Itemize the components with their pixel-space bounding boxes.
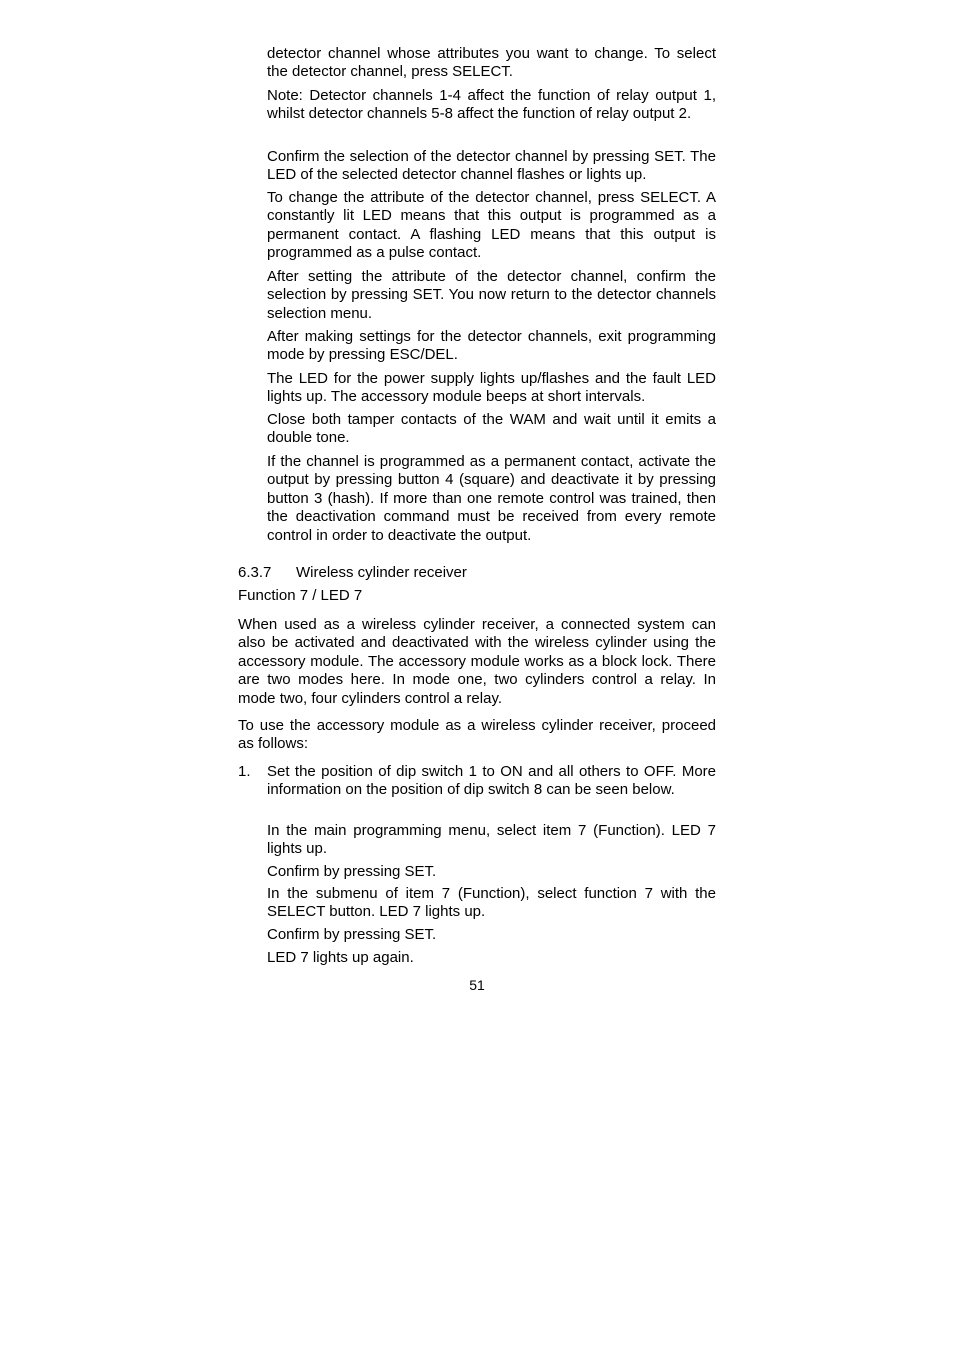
section-title: Wireless cylinder receiver [296,564,467,581]
step-text: detector channel whose attributes you want to change. To select the detector channel, press SELECT. [267,45,716,81]
function-line: Function 7 / LED 7 [238,587,363,604]
page-number: 51 [469,977,485,993]
step-text: Close both tamper contacts of the WAM and wait until it emits a double tone. [267,411,716,447]
step-text: Set the position of dip switch 1 to ON and all others to OFF. More information on the position of dip switch 8 can be seen below. [267,763,716,799]
section-intro: When used as a wireless cylinder receiver, a connected system can also be activated and deactivated with the wireless cylinder using the accessory module. The accessory module works as a block lock. There are two modes here. In mode one, two cylinders control a relay. In mode two, four cylinders control a relay. [238,616,716,707]
step-text: If the channel is programmed as a permanent contact, activate the output by pressing button 4 (square) and deactivate it by pressing button 3 (hash). If more than one remote control was trained, then the deactivation command must be received from every remote control in order to deactivate the output. [267,453,716,544]
step-text: The LED for the power supply lights up/flashes and the fault LED lights up. The accessory module beeps at short intervals. [267,370,716,406]
step-text: In the main programming menu, select item 7 (Function). LED 7 lights up. [267,822,716,858]
note-text: Note: Detector channels 1-4 affect the function of relay output 1, whilst detector channels 5-8 affect the function of relay output 2. [267,87,716,123]
step-text: After making settings for the detector channels, exit programming mode by pressing ESC/DEL. [267,328,716,364]
step-text: Confirm by pressing SET. [267,926,437,943]
step-text: Confirm by pressing SET. [267,863,437,880]
step-text: LED 7 lights up again. [267,949,414,966]
section-number: 6.3.7 [238,564,272,581]
step-text: In the submenu of item 7 (Function), select function 7 with the SELECT button. LED 7 lights up. [267,885,716,921]
step-number: 1. [238,763,251,780]
step-text: Confirm the selection of the detector channel by pressing SET. The LED of the selected detector channel flashes or lights up. [267,148,716,184]
step-text: To change the attribute of the detector channel, press SELECT. A constantly lit LED means that this output is programmed as a permanent contact. A flashing LED means that this output is programmed as a pulse contact. [267,189,716,262]
step-text: After setting the attribute of the detector channel, confirm the selection by pressing SET. You now return to the detector channels selection menu. [267,268,716,322]
section-lead-in: To use the accessory module as a wireless cylinder receiver, proceed as follows: [238,717,716,753]
